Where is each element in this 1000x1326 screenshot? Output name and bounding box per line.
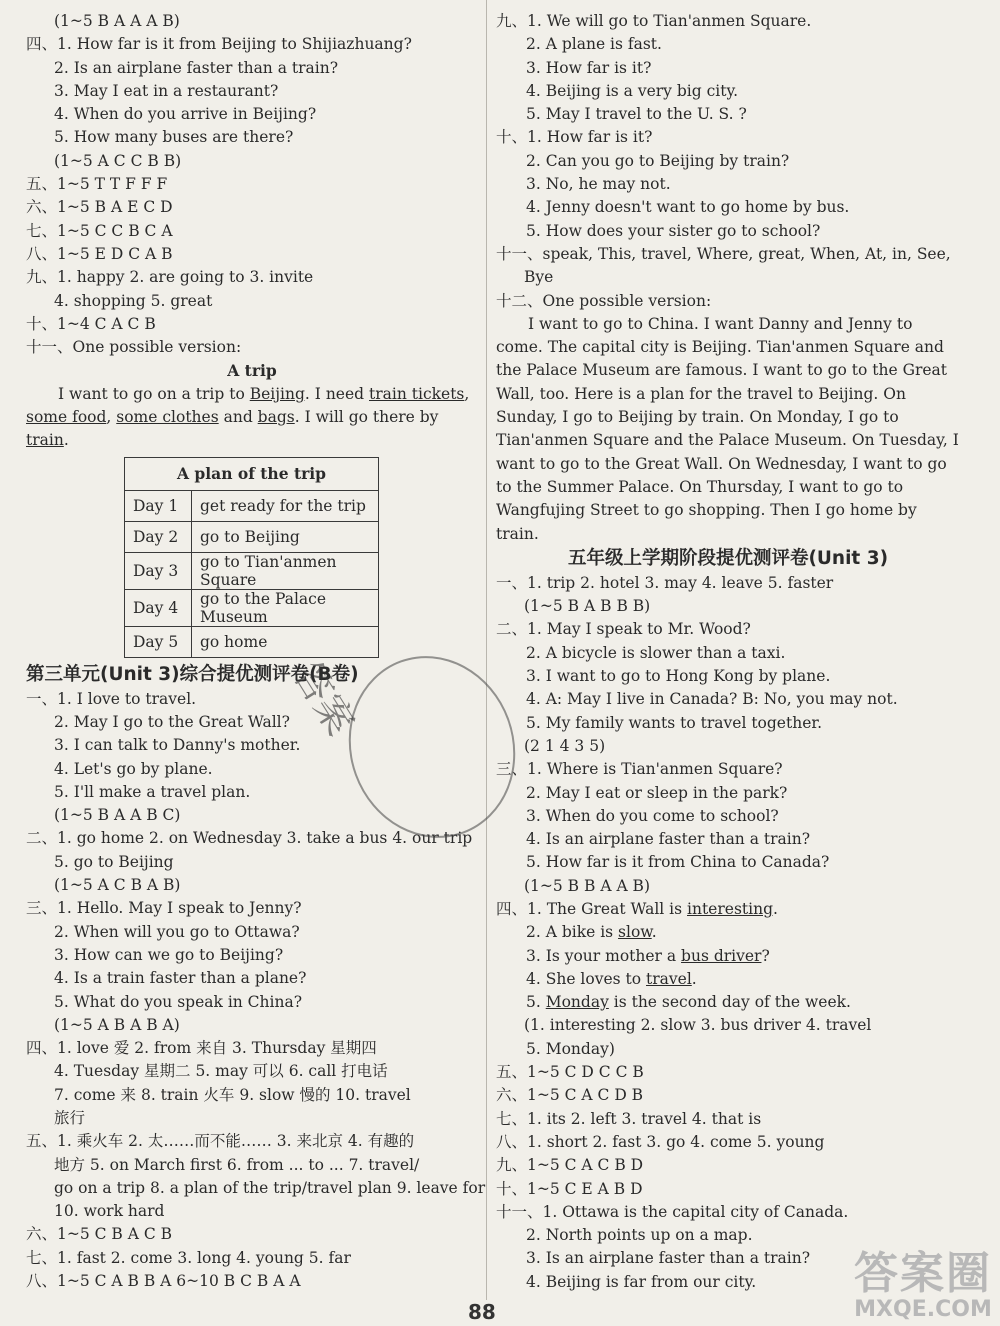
answer-line: 2. Is an airplane faster than a train? xyxy=(54,58,339,77)
answer-line: 4. Is a train faster than a plane? xyxy=(54,969,307,988)
day-cell: Day 2 xyxy=(125,521,192,552)
table-row xyxy=(125,490,379,521)
answer-line: 3. How can we go to Beijing? xyxy=(54,945,284,964)
answer-line: 十、1. How far is it? xyxy=(496,128,653,147)
answer-line: 一、1. trip 2. hotel 3. may 4. leave 5. faster xyxy=(496,573,834,592)
answer-line: 七、1. its 2. left 3. travel 4. that is xyxy=(496,1109,762,1128)
answer-line: 二、1. go home 2. on Wednesday 3. take a bus 4. our trip xyxy=(26,829,473,848)
answer-line: 八、1. short 2. fast 3. go 4. come 5. young xyxy=(496,1132,825,1151)
answer-line: 7. come 来 8. train 火车 9. slow 慢的 10. travel xyxy=(54,1085,411,1104)
table-row xyxy=(125,552,379,589)
answer-line: 十一、One possible version: xyxy=(26,338,242,357)
answer-line: 3. How far is it? xyxy=(526,58,652,77)
answer-line: 4. She loves to travel. xyxy=(526,969,697,988)
answer-line: 2. North points up on a map. xyxy=(526,1226,753,1245)
answer-line: 4. Jenny doesn't want to go home by bus. xyxy=(526,198,850,217)
answer-line: 5. May I travel to the U. S. ? xyxy=(526,105,747,124)
answer-line: 5. How far is it from China to Canada? xyxy=(526,853,830,872)
answer-line: 3. When do you come to school? xyxy=(526,806,779,825)
answer-line: 4. When do you arrive in Beijing? xyxy=(54,105,317,124)
answer-line: 六、1~5 C B A C B xyxy=(26,1225,173,1244)
answer-line: (1~5 B A A B C) xyxy=(54,806,181,825)
answer-line: (1~5 B B A A B) xyxy=(524,876,650,895)
answer-line: 十、1~5 C E A B D xyxy=(496,1179,643,1198)
answer-line: (1~5 A C C B B) xyxy=(54,151,182,170)
day-cell: Day 5 xyxy=(125,626,192,657)
day-cell: Day 4 xyxy=(125,589,192,626)
answer-line: 三、1. Hello. May I speak to Jenny? xyxy=(26,899,302,918)
china-essay: I want to go to China. I want Danny and Jenny to come. The capital city is Beijing. Tian'anmen Square and the Palace Museum are famous. I want to go to the Great Wall, too. Here is a plan for the travel to Beijing. On Sunday, I go to Beijing by train. On Monday, I go to Tian'anmen Square and the Palace Museum. On Tuesday, I want to go to the Great Wall. On Wednesday, I want to go to the Summer Palace. On Thursday, I want to go to Wangfujing Street to go shopping. Then I go home by train. xyxy=(496,314,959,543)
left-answers-top xyxy=(26,10,478,359)
stamp-text: 答案 xyxy=(285,654,363,743)
answer-line: 十一、speak, This, travel, Where, great, When, At, in, See, xyxy=(496,244,951,263)
activity-cell: go home xyxy=(192,626,379,657)
activity-cell: go to Beijing xyxy=(192,521,379,552)
answer-line: 七、1~5 C C B C A xyxy=(26,221,173,240)
answer-line: 八、1~5 E D C A B xyxy=(26,244,173,263)
answer-line: 5. My family wants to travel together. xyxy=(526,713,822,732)
right-answers-middle xyxy=(496,572,960,898)
table-row xyxy=(125,521,379,552)
section-title-unit3-b: 第三单元(Unit 3)综合提优测评卷(B卷) xyxy=(26,663,359,685)
right-column xyxy=(496,10,960,1294)
activity-cell: go to the Palace Museum xyxy=(192,589,379,626)
day-cell: Day 1 xyxy=(125,490,192,521)
answer-line: 2. A bike is slow. xyxy=(526,923,657,942)
answer-line: 六、1~5 C A C D B xyxy=(496,1086,644,1105)
answer-line: (1. interesting 2. slow 3. bus driver 4. travel xyxy=(524,1016,872,1035)
answer-line: 旅行 xyxy=(54,1108,86,1127)
answer-line: 4. Is an airplane faster than a train? xyxy=(526,830,811,849)
answer-line: (1~5 B A A A B) xyxy=(54,12,180,30)
answer-line: 2. A bicycle is slower than a taxi. xyxy=(526,643,786,662)
activity-cell: go to Tian'anmen Square xyxy=(192,552,379,589)
answer-line: 一、1. I love to travel. xyxy=(26,689,197,708)
answer-line: 3. May I eat in a restaurant? xyxy=(54,81,279,100)
answer-line: 5. go to Beijing xyxy=(54,852,174,871)
answer-line: 地方 5. on March first 6. from ... to ... 7. travel/ xyxy=(54,1155,420,1174)
section-title-stage-test: 五年级上学期阶段提优测评卷(Unit 3) xyxy=(567,547,889,569)
answer-line: 2. A plane is fast. xyxy=(526,35,662,54)
watermark-logo: 答案圈 xyxy=(854,1248,992,1299)
answer-line: 九、1. We will go to Tian'anmen Square. xyxy=(496,12,812,30)
answer-line: (2 1 4 3 5) xyxy=(524,736,606,755)
answer-line: 五、1~5 C D C C B xyxy=(496,1063,644,1082)
answer-line: 4. Let's go by plane. xyxy=(54,759,213,778)
answer-line: 六、1~5 B A E C D xyxy=(26,198,173,217)
right-answers-top xyxy=(496,10,960,313)
left-column xyxy=(26,10,486,1293)
activity-cell: get ready for the trip xyxy=(192,490,379,521)
watermark xyxy=(854,1250,992,1322)
answer-line: 三、1. Where is Tian'anmen Square? xyxy=(496,760,783,779)
answer-line: 4. Tuesday 星期二 5. may 可以 6. call 打电话 xyxy=(54,1062,388,1081)
answer-line: 九、1. happy 2. are going to 3. invite xyxy=(26,268,314,287)
answer-line: (1~5 A C B A B) xyxy=(54,876,181,895)
answer-line: 5. How many buses are there? xyxy=(54,128,294,147)
answer-line: 2. May I eat or sleep in the park? xyxy=(526,783,788,802)
answer-line: 二、1. May I speak to Mr. Wood? xyxy=(496,620,751,639)
answer-line: 5. Monday is the second day of the week. xyxy=(526,993,851,1012)
answer-line: 四、1. How far is it from Beijing to Shijiazhuang? xyxy=(26,35,412,54)
answer-line: 3. Is your mother a bus driver? xyxy=(526,946,770,965)
answer-line: 四、1. The Great Wall is interesting. xyxy=(496,899,778,918)
answer-line: 3. Is an airplane faster than a train? xyxy=(526,1249,811,1268)
answer-line: 十一、1. Ottawa is the capital city of Canada. xyxy=(496,1202,849,1221)
answer-line: 5. How does your sister go to school? xyxy=(526,221,821,240)
answer-line: 2. When will you go to Ottawa? xyxy=(54,922,300,941)
page-number: 88 xyxy=(468,1300,496,1324)
answer-line: (1~5 A B A B A) xyxy=(54,1015,180,1034)
answer-line: 八、1~5 C A B B A 6~10 B C B A A xyxy=(26,1272,301,1291)
answer-line: 五、1. 乘火车 2. 太……而不能…… 3. 来北京 4. 有趣的 xyxy=(26,1132,415,1151)
column-divider xyxy=(486,0,487,1300)
answer-line: 10. work hard xyxy=(54,1202,165,1221)
answer-line: go on a trip 8. a plan of the trip/travel plan 9. leave for xyxy=(54,1178,486,1197)
answer-line: 九、1~5 C A C B D xyxy=(496,1156,644,1175)
answer-line: 3. I want to go to Hong Kong by plane. xyxy=(526,667,831,686)
table-row xyxy=(125,626,379,657)
answer-line: 5. I'll make a travel plan. xyxy=(54,782,251,801)
answer-line: Bye xyxy=(524,268,554,287)
answer-line: 4. shopping 5. great xyxy=(54,291,213,310)
answer-line: 5. Monday) xyxy=(526,1039,615,1058)
right-underlined-answers xyxy=(496,898,960,1014)
watermark-url: MXQE.COM xyxy=(854,1297,992,1322)
answer-line: (1~5 B A B B B) xyxy=(524,597,651,616)
trip-plan-table xyxy=(124,457,379,658)
answer-line: 2. May I go to the Great Wall? xyxy=(54,712,290,731)
essay-title: A trip xyxy=(227,361,277,381)
answer-line: 4. A: May I live in Canada? B: No, you may not. xyxy=(526,690,898,709)
answer-line: 四、1. love 爱 2. from 来自 3. Thursday 星期四 xyxy=(26,1039,377,1058)
table-row xyxy=(125,589,379,626)
trip-essay: I want to go on a trip to Beijing. I need train tickets, some food, some clothes and bags. I will go there by train. xyxy=(26,384,470,450)
answer-line: 2. Can you go to Beijing by train? xyxy=(526,151,790,170)
answer-line: 3. I can talk to Danny's mother. xyxy=(54,736,301,755)
answer-line: 七、1. fast 2. come 3. long 4. young 5. far xyxy=(26,1248,351,1267)
answer-line: 十、1~4 C A C B xyxy=(26,314,156,333)
table-header: A plan of the trip xyxy=(125,457,379,490)
day-cell: Day 3 xyxy=(125,552,192,589)
answer-line: 4. Beijing is far from our city. xyxy=(526,1272,757,1291)
answer-line: 5. What do you speak in China? xyxy=(54,992,303,1011)
answer-line: 4. Beijing is a very big city. xyxy=(526,81,739,100)
answer-line: 五、1~5 T T F F F xyxy=(26,175,168,194)
answer-line: 3. No, he may not. xyxy=(526,175,671,194)
answer-line: 十二、One possible version: xyxy=(496,291,712,310)
